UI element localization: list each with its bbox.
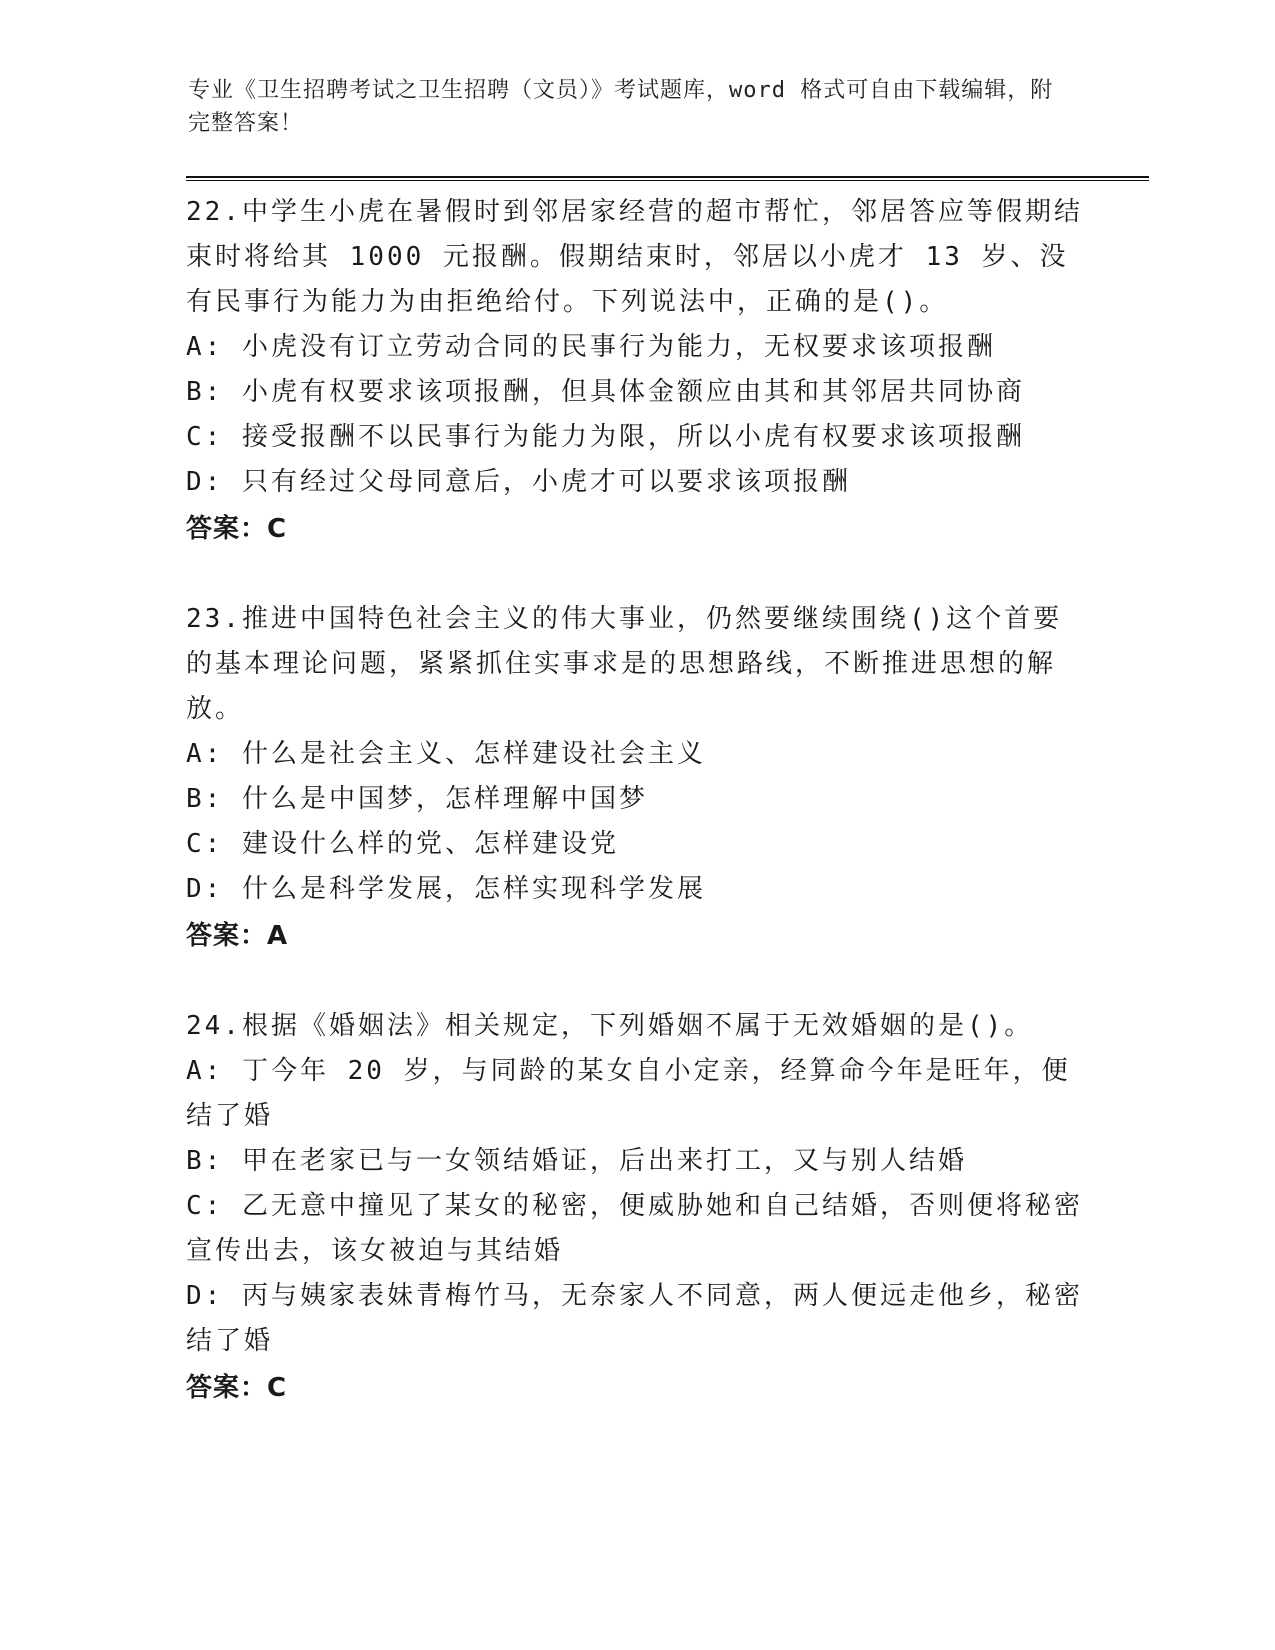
question-24 xyxy=(186,1004,1086,1411)
header-divider xyxy=(186,176,1149,181)
question-list xyxy=(186,190,1086,1411)
question-text: 22.中学生小虎在暑假时到邻居家经营的超市帮忙，邻居答应等假期结束时将给其 1000 元报酬。假期结束时，邻居以小虎才 13 岁、没有民事行为能力为由拒绝给付。下列说法中，正确的是()。 xyxy=(186,197,1083,317)
option-a: A: 丁今年 20 岁，与同龄的某女自小定亲，经算命今年是旺年，便结了婚 xyxy=(186,1056,1071,1131)
answer-line: 答案：C xyxy=(186,514,288,544)
question-text: 24.根据《婚姻法》相关规定，下列婚姻不属于无效婚姻的是()。 xyxy=(186,1011,1034,1041)
option-c: C: 乙无意中撞见了某女的秘密，便威胁她和自己结婚，否则便将秘密宣传出去，该女被迫与其结婚 xyxy=(186,1191,1083,1266)
option-d: D: 丙与姨家表妹青梅竹马，无奈家人不同意，两人便远走他乡，秘密结了婚 xyxy=(186,1281,1083,1356)
option-d: D: 什么是科学发展，怎样实现科学发展 xyxy=(186,874,706,904)
question-22 xyxy=(186,190,1086,552)
option-d: D: 只有经过父母同意后，小虎才可以要求该项报酬 xyxy=(186,467,851,497)
option-c: C: 接受报酬不以民事行为能力为限，所以小虎有权要求该项报酬 xyxy=(186,422,1025,452)
answer-line: 答案：A xyxy=(186,921,289,951)
question-spacer xyxy=(186,552,1086,597)
option-a: A: 小虎没有订立劳动合同的民事行为能力，无权要求该项报酬 xyxy=(186,332,996,362)
option-b: B: 什么是中国梦，怎样理解中国梦 xyxy=(186,784,648,814)
option-a: A: 什么是社会主义、怎样建设社会主义 xyxy=(186,739,706,769)
option-b: B: 小虎有权要求该项报酬，但具体金额应由其和其邻居共同协商 xyxy=(186,377,1025,407)
document-header: 专业《卫生招聘考试之卫生招聘（文员）》考试题库，word 格式可自由下载编辑，附完整答案！ xyxy=(188,78,1054,136)
option-c: C: 建设什么样的党、怎样建设党 xyxy=(186,829,619,859)
answer-line: 答案：C xyxy=(186,1373,288,1403)
option-b: B: 甲在老家已与一女领结婚证，后出来打工，又与别人结婚 xyxy=(186,1146,967,1176)
question-spacer xyxy=(186,959,1086,1004)
question-23 xyxy=(186,597,1086,959)
question-text: 23.推进中国特色社会主义的伟大事业，仍然要继续围绕()这个首要的基本理论问题，紧紧抓住实事求是的思想路线，不断推进思想的解放。 xyxy=(186,604,1063,724)
